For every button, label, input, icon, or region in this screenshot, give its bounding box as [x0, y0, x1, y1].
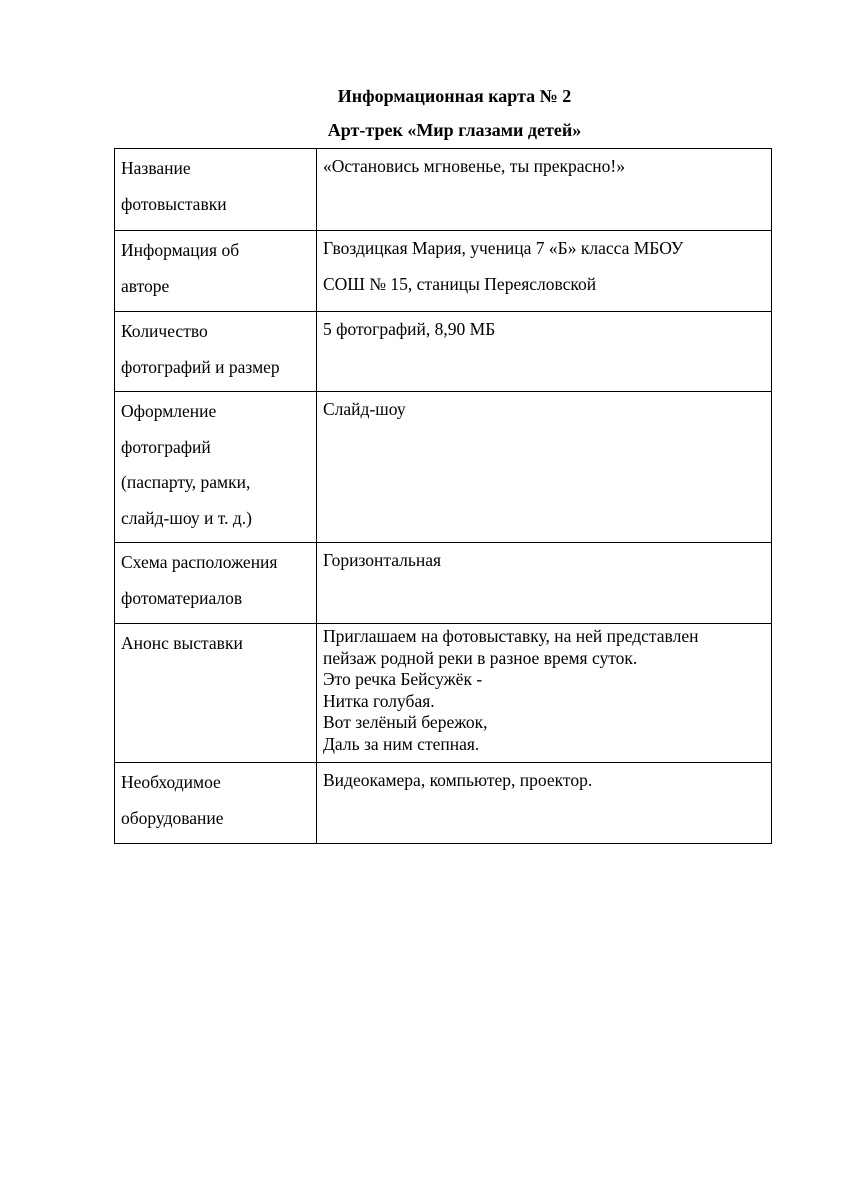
row-value-line: Горизонтальная [323, 550, 442, 570]
row-label-line: слайд-шоу и т. д.) [121, 507, 252, 528]
row-label-cell [115, 543, 317, 624]
table-row [115, 149, 772, 231]
row-label-line: Необходимое [121, 772, 221, 792]
row-value-line: Это речка Бейсужёк - [323, 669, 483, 690]
row-label-cell [115, 312, 317, 392]
row-value-cell [317, 624, 772, 763]
row-value-line: Видеокамера, компьютер, проектор. [323, 770, 593, 790]
document-subtitle: Арт-трек «Мир глазами детей» [327, 120, 582, 140]
table-row [115, 231, 772, 312]
row-value-line: Даль за ним степная. [323, 733, 480, 754]
row-value-cell [317, 763, 772, 844]
row-label-cell [115, 149, 317, 231]
row-label-cell [115, 392, 317, 543]
table-row [115, 624, 772, 763]
row-value-line: Приглашаем на фотовыставку, на ней представлен [323, 626, 699, 646]
row-value-cell [317, 392, 772, 543]
table-row [115, 392, 772, 543]
row-value-cell [317, 231, 772, 312]
row-label-line: фотографий [121, 436, 211, 457]
row-label-line: Оформление [121, 401, 217, 421]
row-value-line: Вот зелёный бережок, [323, 712, 488, 733]
table-row [115, 312, 772, 392]
row-value-line: Гвоздицкая Мария, ученица 7 «Б» класса МБОУ [323, 238, 684, 258]
row-value-cell [317, 149, 772, 231]
row-label-line: фотовыставки [121, 193, 227, 214]
row-label-line: (паспарту, рамки, [121, 472, 251, 492]
row-value-line: Слайд-шоу [323, 399, 406, 419]
row-label-line: фотоматериалов [121, 587, 243, 608]
row-label-line: Схема расположения [121, 552, 278, 572]
row-label-cell [115, 231, 317, 312]
row-value-cell [317, 543, 772, 624]
row-label-line: Название [121, 158, 191, 178]
row-label-line: фотографий и размер [121, 356, 280, 377]
info-card-table [114, 148, 772, 844]
row-value-line: 5 фотографий, 8,90 МБ [323, 319, 496, 339]
row-label-line: Анонс выставки [121, 633, 243, 653]
row-value-cell [317, 312, 772, 392]
row-label-line: авторе [121, 275, 170, 296]
row-value-line: Нитка голубая. [323, 690, 435, 711]
row-value-line: «Остановись мгновенье, ты прекрасно!» [323, 156, 625, 176]
table-row [115, 543, 772, 624]
row-label-cell [115, 763, 317, 844]
row-value-line: СОШ № 15, станицы Переясловской [323, 273, 597, 294]
row-label-line: Информация об [121, 240, 240, 260]
document-title: Информационная карта № 2 [337, 86, 572, 106]
row-label-cell [115, 624, 317, 763]
table-row [115, 763, 772, 844]
row-value-line: пейзаж родной реки в разное время суток. [323, 647, 638, 668]
row-label-line: Количество [121, 321, 208, 341]
row-label-line: оборудование [121, 807, 224, 828]
